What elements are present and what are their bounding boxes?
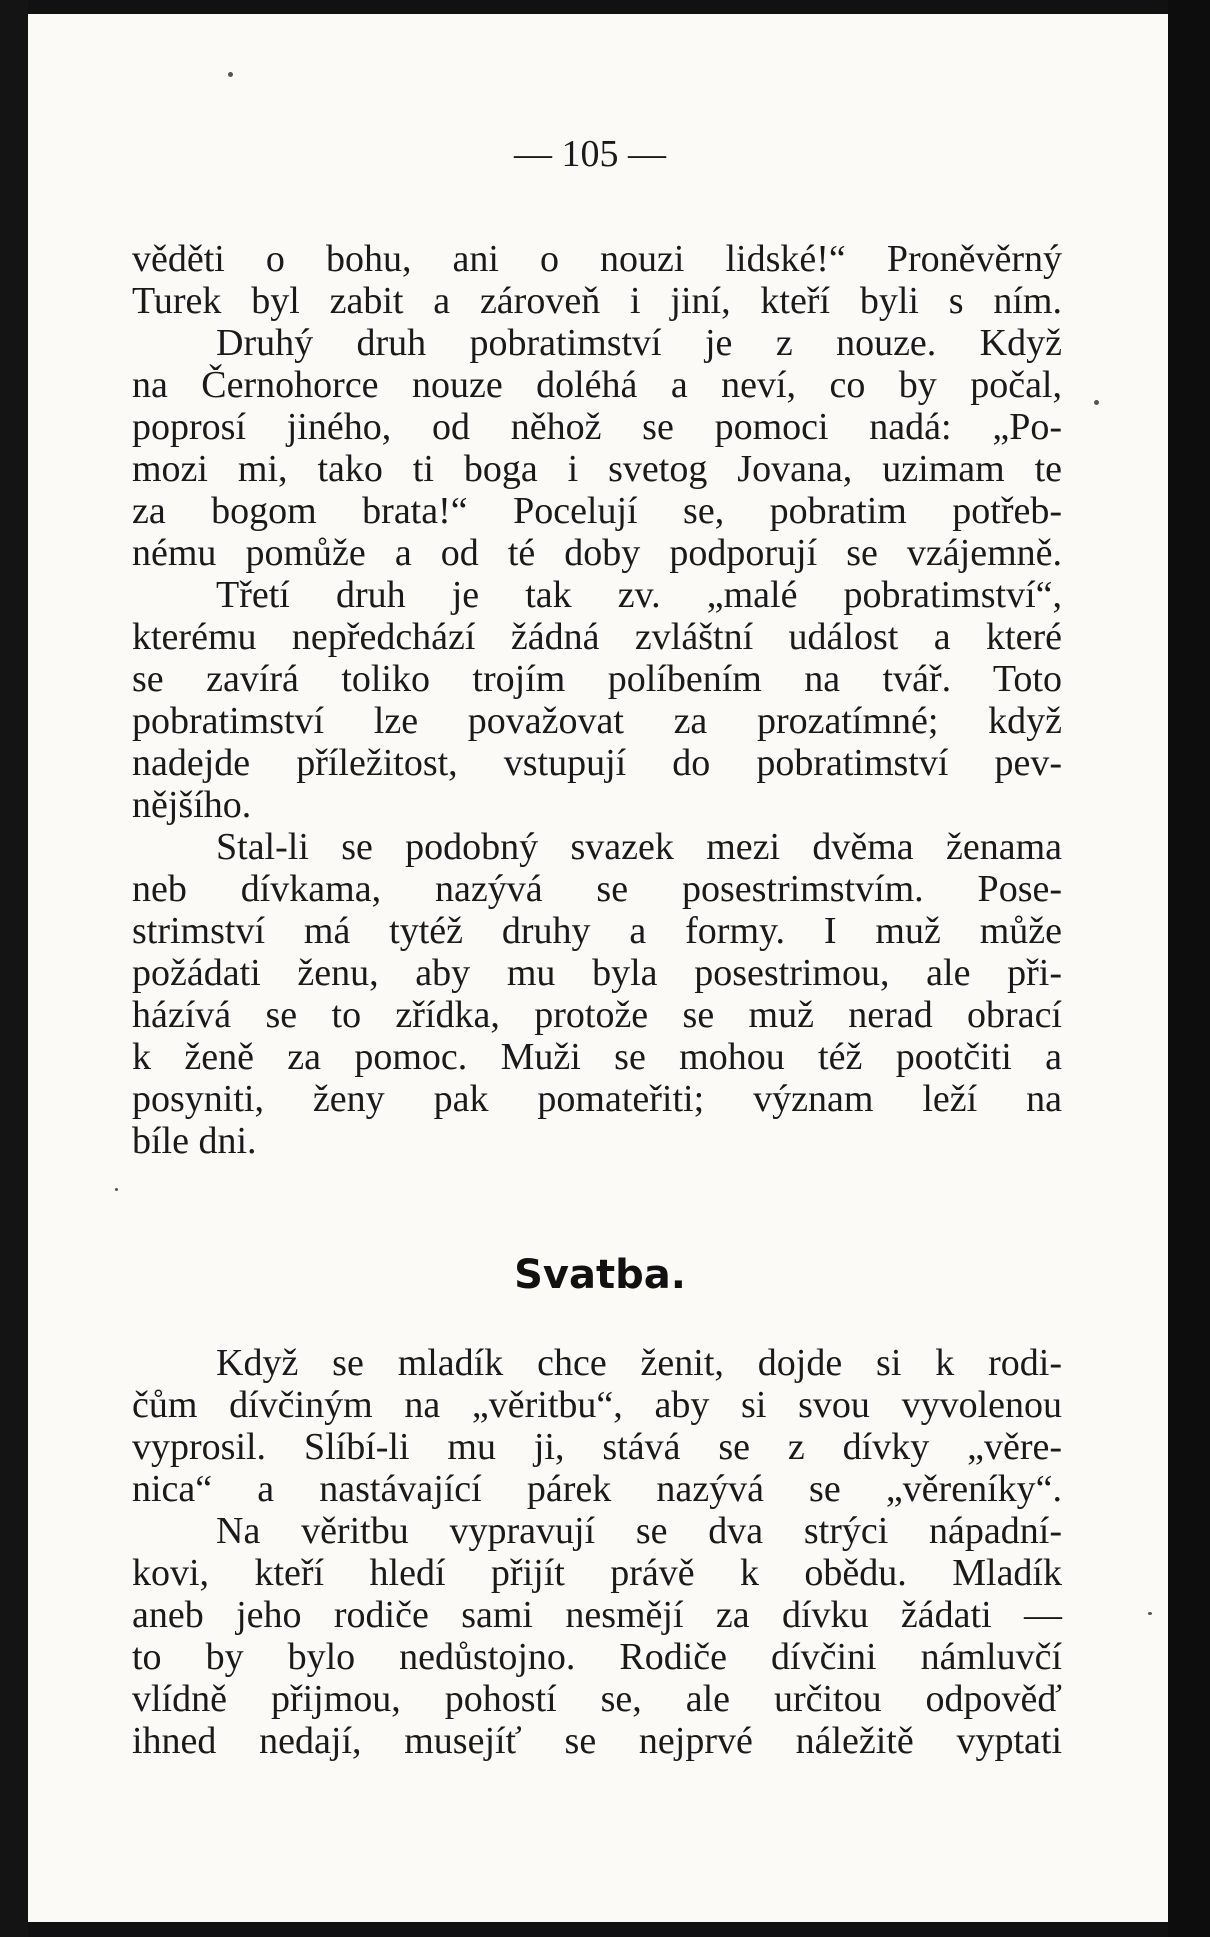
text-line: házívá se to zřídka, protože se muž nerad obrací <box>132 994 1062 1036</box>
scan-right-border <box>1168 0 1210 1937</box>
text-line: kterému nepředchází žádná zvláštní událost a které <box>132 616 1062 658</box>
text-line: ihned nedají, musejíť se nejprvé náležitě vyptati <box>132 1720 1062 1762</box>
text-line: poprosí jiného, od něhož se pomoci nadá: „Po- <box>132 406 1062 448</box>
text-line: za bogom brata!“ Pocelují se, pobratim potřeb- <box>132 490 1062 532</box>
text-line: mozi mi, tako ti boga i svetog Jovana, uzimam te <box>132 448 1062 490</box>
scan-speck <box>115 1188 118 1191</box>
text-line: neb dívkama, nazývá se posestrimstvím. Pose- <box>132 868 1062 910</box>
text-line: Turek byl zabit a zároveň i jiní, kteří byli s ním. <box>132 280 1062 322</box>
text-line: Druhý druh pobratimství je z nouze. Když <box>216 322 1062 364</box>
text-line: k ženě za pomoc. Muži se mohou též pootčiti a <box>132 1036 1062 1078</box>
text-line: nica“ a nastávající párek nazývá se „věreníky“. <box>132 1468 1062 1510</box>
text-line: bíle dni. <box>132 1120 257 1162</box>
scan-speck <box>1148 1612 1152 1615</box>
text-line: Na věritbu vypravují se dva strýci nápadní- <box>216 1510 1062 1552</box>
text-line: nadejde příležitost, vstupují do pobratimství pev- <box>132 742 1062 784</box>
text-line: Třetí druh je tak zv. „malé pobratimství“, <box>216 574 1062 616</box>
text-line: Stal-li se podobný svazek mezi dvěma ženama <box>216 826 1062 868</box>
text-line: čům dívčiným na „věritbu“, aby si svou vyvolenou <box>132 1384 1062 1426</box>
page-number: — 105 — <box>514 133 666 175</box>
text-line: nému pomůže a od té doby podporují se vzájemně. <box>132 532 1062 574</box>
text-line: požádati ženu, aby mu byla posestrimou, ale při- <box>132 952 1062 994</box>
text-line: na Černohorce nouze doléhá a neví, co by počal, <box>132 364 1062 406</box>
text-line: nějšího. <box>132 784 252 826</box>
text-line: Když se mladík chce ženit, dojde si k rodi- <box>216 1342 1062 1384</box>
text-line: to by bylo nedůstojno. Rodiče dívčini námluvčí <box>132 1636 1062 1678</box>
scan-left-border <box>0 0 28 1937</box>
text-line: kovi, kteří hledí přijít právě k obědu. Mladík <box>132 1552 1062 1594</box>
text-line: se zavírá toliko trojím políbením na tvář. Toto <box>132 658 1062 700</box>
section-heading: Svatba. <box>514 1252 686 1298</box>
text-line: pobratimství lze považovat za prozatímné; když <box>132 700 1062 742</box>
text-line: posyniti, ženy pak pomateřiti; význam leží na <box>132 1078 1062 1120</box>
scan-speck <box>228 72 233 77</box>
text-line: strimství má tytéž druhy a formy. I muž může <box>132 910 1062 952</box>
scan-speck <box>1094 400 1099 405</box>
text-line: vyprosil. Slíbí-li mu ji, stává se z dívky „věre- <box>132 1426 1062 1468</box>
text-line: věděti o bohu, ani o nouzi lidské!“ Proněvěrný <box>132 238 1062 280</box>
text-line: vlídně přijmou, pohostí se, ale určitou odpověď <box>132 1678 1062 1720</box>
text-line: aneb jeho rodiče sami nesmějí za dívku žádati — <box>132 1594 1062 1636</box>
